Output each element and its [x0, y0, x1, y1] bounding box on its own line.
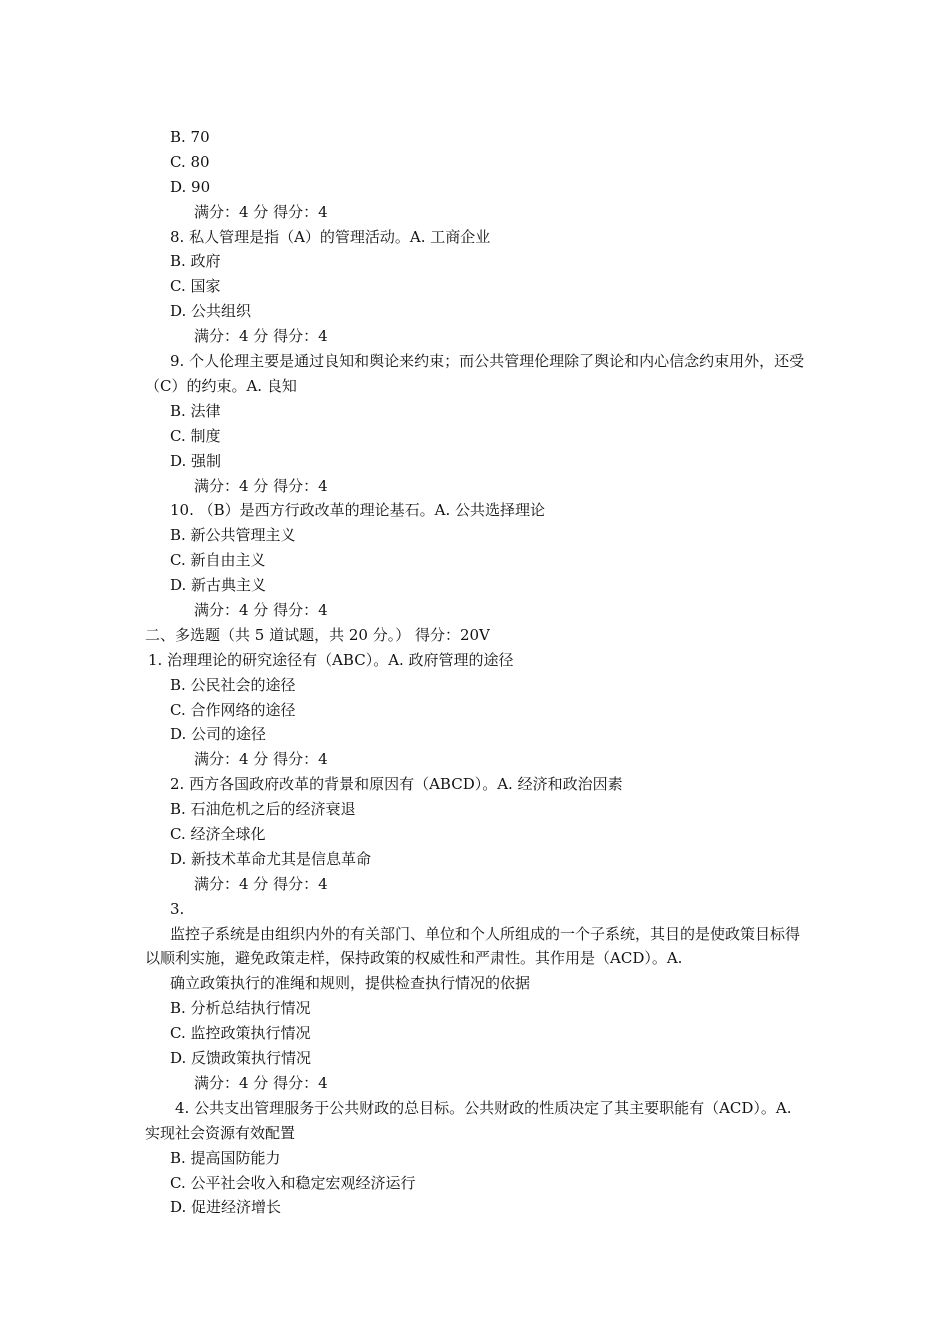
exam-document [145, 125, 810, 1220]
option-c: C. 国家 [170, 277, 221, 296]
score-line: 满分：4 分 得分：4 [194, 600, 328, 619]
option-d: D. 90 [170, 177, 211, 196]
option-b: B. 70 [170, 128, 210, 146]
option-c: C. 新自由主义 [170, 551, 266, 570]
question-stem: 1. 治理理论的研究途径有（ABC）。A. 政府管理的途径 [148, 650, 514, 669]
score-line: 满分：4 分 得分：4 [194, 202, 328, 221]
option-b: B. 公民社会的途径 [170, 675, 296, 694]
option-c: C. 经济全球化 [170, 824, 266, 843]
question-stem: 9. 个人伦理主要是通过良知和舆论来约束；而公共管理伦理除了舆论和内心信念约束用外，还受（C）的约束。A. 良知 [145, 352, 805, 395]
score-line: 满分：4 分 得分：4 [194, 327, 328, 346]
question-stem: 4. 公共支出管理服务于公共财政的总目标。公共财政的性质决定了其主要职能有（ACD）。A. 实现社会资源有效配置 [145, 1098, 792, 1142]
option-b: B. 石油危机之后的经济衰退 [170, 800, 356, 819]
option-c: C. 80 [170, 152, 210, 171]
option-d: D. 公司的途径 [170, 725, 267, 744]
score-line: 满分：4 分 得分：4 [194, 874, 328, 893]
option-b: B. 提高国防能力 [170, 1148, 281, 1167]
option-a: 确立政策执行的准绳和规则，提供检查执行情况的依据 [170, 974, 531, 993]
question-stem: 2. 西方各国政府改革的背景和原因有（ABCD）。A. 经济和政治因素 [170, 775, 623, 794]
option-d: D. 公共组织 [170, 302, 252, 321]
option-b: B. 分析总结执行情况 [170, 999, 311, 1018]
option-c: C. 合作网络的途径 [170, 700, 296, 719]
option-c: C. 制度 [170, 426, 221, 445]
option-c: C. 公平社会收入和稳定宏观经济运行 [170, 1173, 416, 1192]
option-b: B. 政府 [170, 252, 221, 271]
option-d: D. 反馈政策执行情况 [170, 1049, 312, 1068]
option-d: D. 促进经济增长 [170, 1198, 282, 1217]
question-stem: 8. 私人管理是指（A）的管理活动。A. 工商企业 [170, 227, 491, 246]
option-d: D. 强制 [170, 451, 222, 470]
question-stem: 监控子系统是由组织内外的有关部门、单位和个人所组成的一个子系统，其目的是使政策目标得以顺利实施，避免政策走样，保持政策的权威性和严肃性。其作用是（ACD）。A. [145, 924, 801, 968]
option-b: B. 新公共管理主义 [170, 526, 296, 545]
option-c: C. 监控政策执行情况 [170, 1024, 311, 1043]
option-d: D. 新技术革命尤其是信息革命 [170, 849, 372, 868]
section-header: 二、多选题（共 5 道试题，共 20 分。） 得分：20V [145, 625, 490, 644]
option-b: B. 法律 [170, 401, 221, 420]
score-line: 满分：4 分 得分：4 [194, 476, 328, 495]
score-line: 满分：4 分 得分：4 [194, 1073, 328, 1092]
question-stem: 10. （B）是西方行政改革的理论基石。A. 公共选择理论 [170, 501, 546, 520]
question-number: 3. [170, 899, 185, 918]
option-d: D. 新古典主义 [170, 576, 267, 595]
score-line: 满分：4 分 得分：4 [194, 750, 328, 769]
